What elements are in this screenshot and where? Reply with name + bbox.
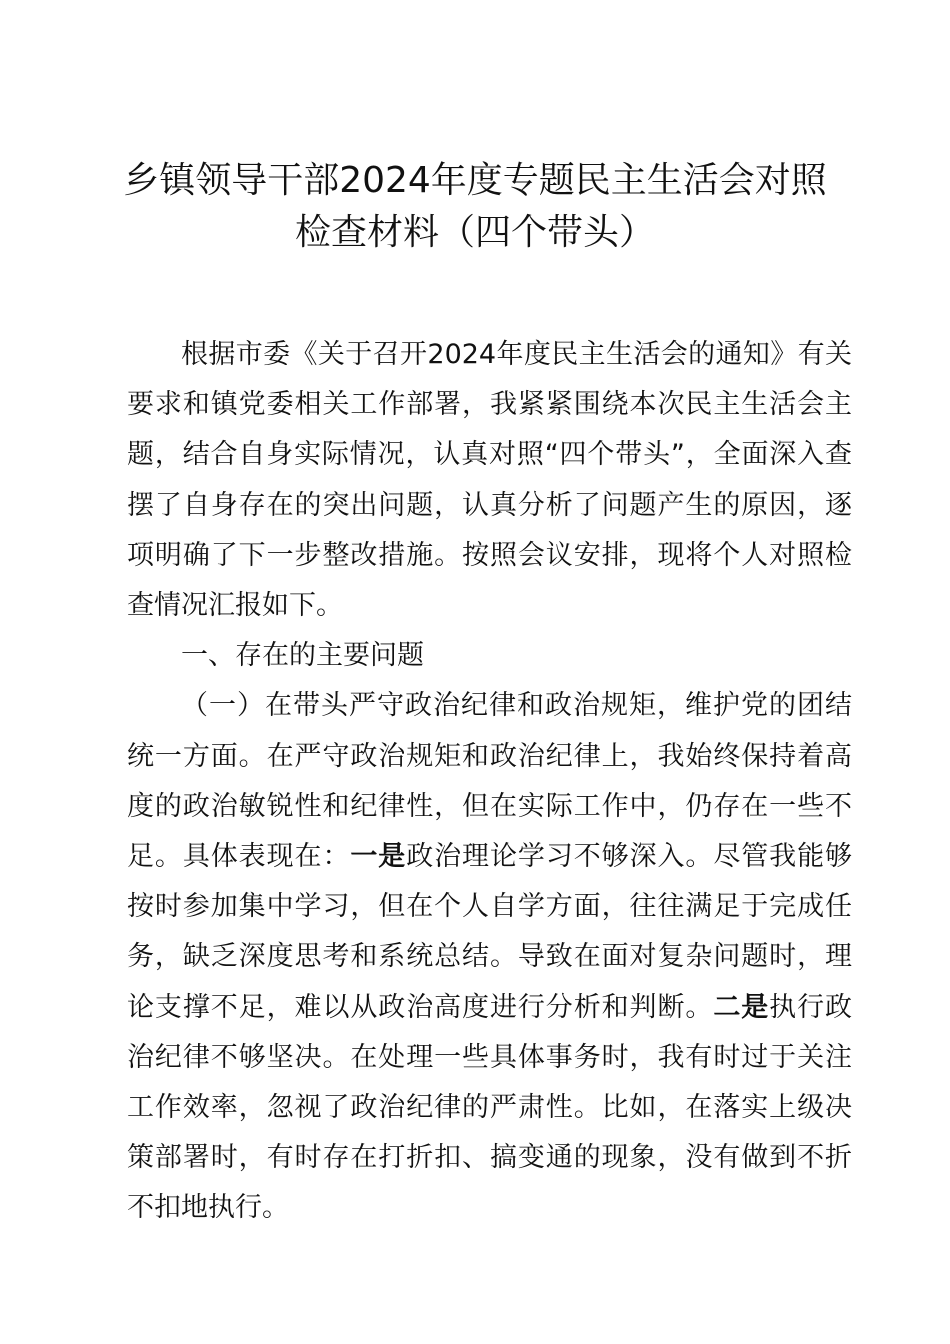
- point-1-label: 一是: [350, 841, 407, 873]
- section-heading: 一、存在的主要问题: [181, 640, 424, 672]
- point-2-label: 二是: [713, 991, 770, 1023]
- point-1-text: 政治理论学习不够深入。尽管我能够按时参加集中学习，但在个人自学方面，往往满足于完成任务，缺乏深度思考和系统总结。导致在面对复杂问题时，理论支撑不足，难以从政治高度进行分析和判断。: [127, 841, 853, 1023]
- title-line-2: 检查材料（四个带头）: [294, 212, 655, 253]
- section-lead: （一）在带头严守政治纪律和政治规矩，维护党的团结统一方面。在严守政治规矩和政治纪律上，我始终保持着高度的政治敏锐性和纪律性，但在实际工作中，仍存在一些不足。具体表现在：: [127, 690, 852, 873]
- document-title: [100, 155, 850, 259]
- point-2-text: 执行政治纪律不够坚决。在处理一些具体事务时，我有时过于关注工作效率，忽视了政治纪律的严肃性。比如，在落实上级决策部署时，有时存在打折扣、搞变通的现象，没有做到不折不扣地执行。: [127, 991, 853, 1224]
- section-paragraph: [127, 681, 852, 1233]
- title-line-1: 乡镇领导干部2024年度专题民主生活会对照: [123, 160, 827, 201]
- intro-paragraph: 根据市委《关于召开2024年度民主生活会的通知》有关要求和镇党委相关工作部署，我紧紧围绕本次民主生活会主题，结合自身实际情况，认真对照“四个带头”，全面深入查摆了自身存在的突出问题，认真分析了问题产生的原因，逐项明确了下一步整改措施。按照会议安排，现将个人对照检查情况汇报如下。: [127, 339, 852, 622]
- document-body: [127, 330, 852, 1234]
